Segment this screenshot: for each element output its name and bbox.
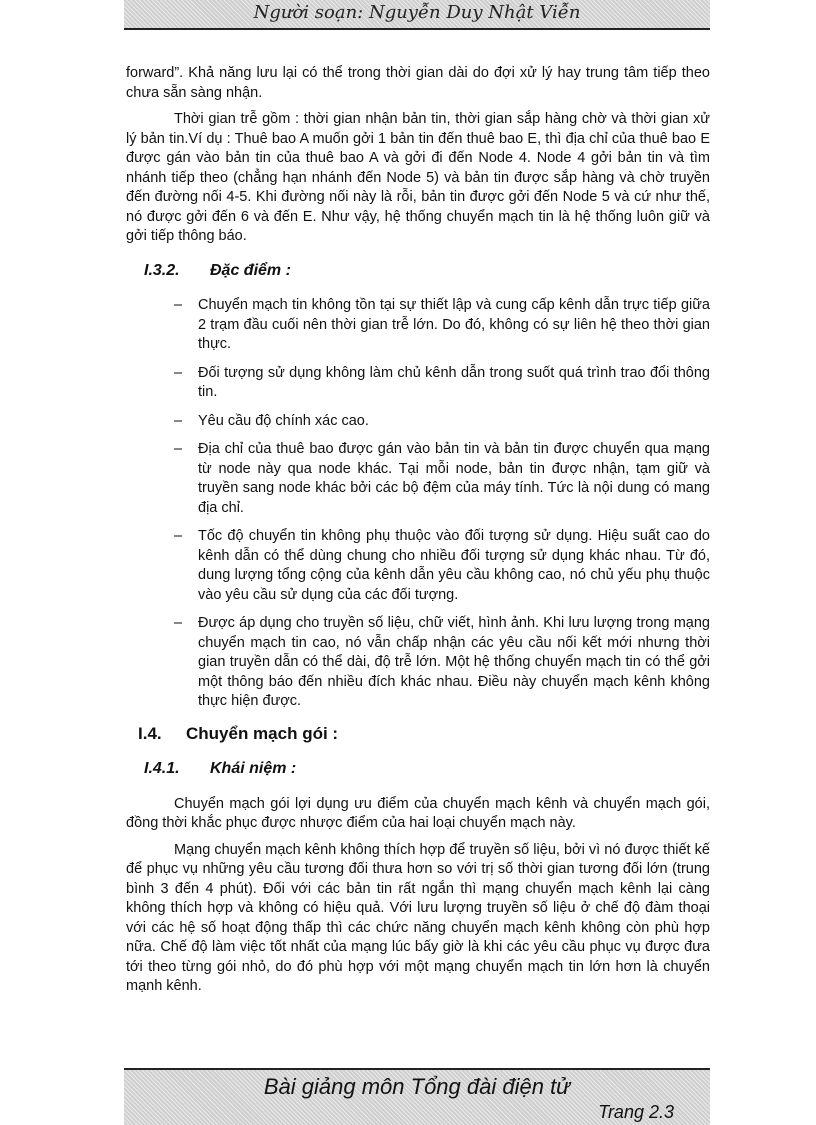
section-title: Đặc điểm :: [210, 261, 291, 279]
list-item: [126, 614, 710, 712]
paragraph: Mạng chuyển mạch kênh không thích hợp để truyền số liệu, bởi vì nó được thiết kế để phục vụ những yêu cầu tương đối thưa hơn so với trị số thời gian tương đối lớn (trung bình 3 đến 4 phút). Đối với các bản tin rất ngắn thì mạng chuyển mạch kênh lại càng không thích hợp và không có hiệu quả. Với lưu lượng truyền số liệu ở chế độ đàm thoại với các hệ số hoạt động thấp thì các chức năng chuyển mạch kênh không còn phù hợp nữa. Chế độ làm việc tốt nhất của mạng lúc bấy giờ là khi các yêu cầu phục vụ được đưa tới theo từng gói nhỏ, do đó phù hợp với một mạng chuyển mạch tin lớn hơn là chuyển mạnh kênh.: [126, 841, 710, 994]
list-item-text: Được áp dụng cho truyền số liệu, chữ viết, hình ảnh. Khi lưu lượng trong mạng chuyển mạch tin cao, nó vẫn chấp nhận các yêu cầu nối kết mới nhưng thời gian truyền dẫn có thể dài, độ trễ lớn. Một hệ thống chuyển mạch tin có thể gởi một thông báo đến nhiều đích khác nhau. Điều này chuyển mạch kênh không thực hiện được.: [198, 615, 710, 709]
list-item-text: Chuyển mạch tin không tồn tại sự thiết lập và cung cấp kênh dẫn trực tiếp giữa 2 trạm đầu cuối nên thời gian trễ lớn. Do đó, không có sự liên hệ theo thời gian thực.: [198, 297, 710, 352]
bullet-list: [126, 296, 710, 712]
page-body: [126, 64, 710, 1004]
section-number: I.4.1.: [144, 760, 180, 777]
dash-marker: –: [174, 441, 183, 457]
dash-marker: –: [174, 615, 183, 631]
list-item: [126, 412, 710, 432]
list-item: [126, 440, 710, 518]
list-item-text: Tốc độ chuyển tin không phụ thuộc vào đối tượng sử dụng. Hiệu suất cao do kênh dẫn có thể dùng chung cho nhiều đối tượng sử dụng khác nhau. Từ đó, dung lượng tổng cộng của kênh dẫn yêu cầu không cao, nó chủ yếu phụ thuộc vào yêu cầu sử dụng của các đối tượng.: [198, 528, 710, 603]
paragraph: forward”. Khả năng lưu lại có thể trong thời gian dài do đợi xử lý hay trung tâm tiếp theo chưa sẵn sàng nhận.: [126, 65, 710, 101]
list-item: [126, 296, 710, 355]
section-number: I.3.2.: [144, 261, 180, 279]
section-title: Chuyển mạch gói :: [186, 723, 339, 743]
section-heading-i-3-2: [144, 261, 710, 281]
course-title: Bài giảng môn Tổng đài điện tử: [263, 1074, 571, 1099]
author-line: Người soạn: Nguyễn Duy Nhật Viễn: [253, 2, 581, 23]
list-item-text: Đối tượng sử dụng không làm chủ kênh dẫn trong suốt quá trình trao đổi thông tin.: [198, 364, 710, 400]
dash-marker: –: [174, 364, 183, 381]
page-header: [124, 0, 710, 30]
paragraph: Thời gian trễ gồm : thời gian nhận bản tin, thời gian sắp hàng chờ và thời gian xử lý bản tin.Ví dụ : Thuê bao A muốn gởi 1 bản tin đến thuê bao E, thì địa chỉ của thuê bao E được gán vào bản tin của thuê bao A và gởi đi đến Node 4. Node 4 gởi bản tin và tìm nhánh tiếp theo (chẳng hạn nhánh đến Node 5) và bản tin được sắp hàng và chờ truyền đến đường nối 4-5. Khi đường nối này là rỗi, bản tin được gởi đến Node 5 và cứ như thế, nó được gởi đến 6 và đến E. Như vậy, hệ thống chuyển mạch tin là hệ thống luôn giữ và gởi tiếp thông báo.: [126, 111, 710, 244]
list-item: [126, 364, 710, 403]
paragraph: Chuyển mạch gói lợi dụng ưu điểm của chuyển mạch kênh và chuyển mạch gói, đồng thời khắc phục được nhược điểm của hai loại chuyển mạch này.: [126, 795, 710, 831]
list-item: [126, 527, 710, 605]
section-heading-i-4: [138, 724, 710, 744]
page-number: Trang 2.3: [598, 1102, 674, 1122]
dash-marker: –: [174, 412, 183, 429]
dash-marker: –: [174, 528, 183, 544]
section-number: I.4.: [138, 723, 162, 743]
dash-marker: –: [174, 297, 183, 313]
page-footer: [124, 1068, 710, 1125]
section-title: Khái niệm :: [210, 760, 297, 777]
section-heading-i-4-1: [144, 759, 710, 779]
list-item-text: Địa chỉ của thuê bao được gán vào bản tin và bản tin được chuyển qua mạng từ node này qua node khác. Tại mỗi node, bản tin được nhận, tạm giữ và truyền sang node khác bởi các bộ đệm của máy tính. Tức là nội dung có mang địa chỉ.: [198, 441, 710, 516]
list-item-text: Yêu cầu độ chính xác cao.: [198, 412, 369, 429]
